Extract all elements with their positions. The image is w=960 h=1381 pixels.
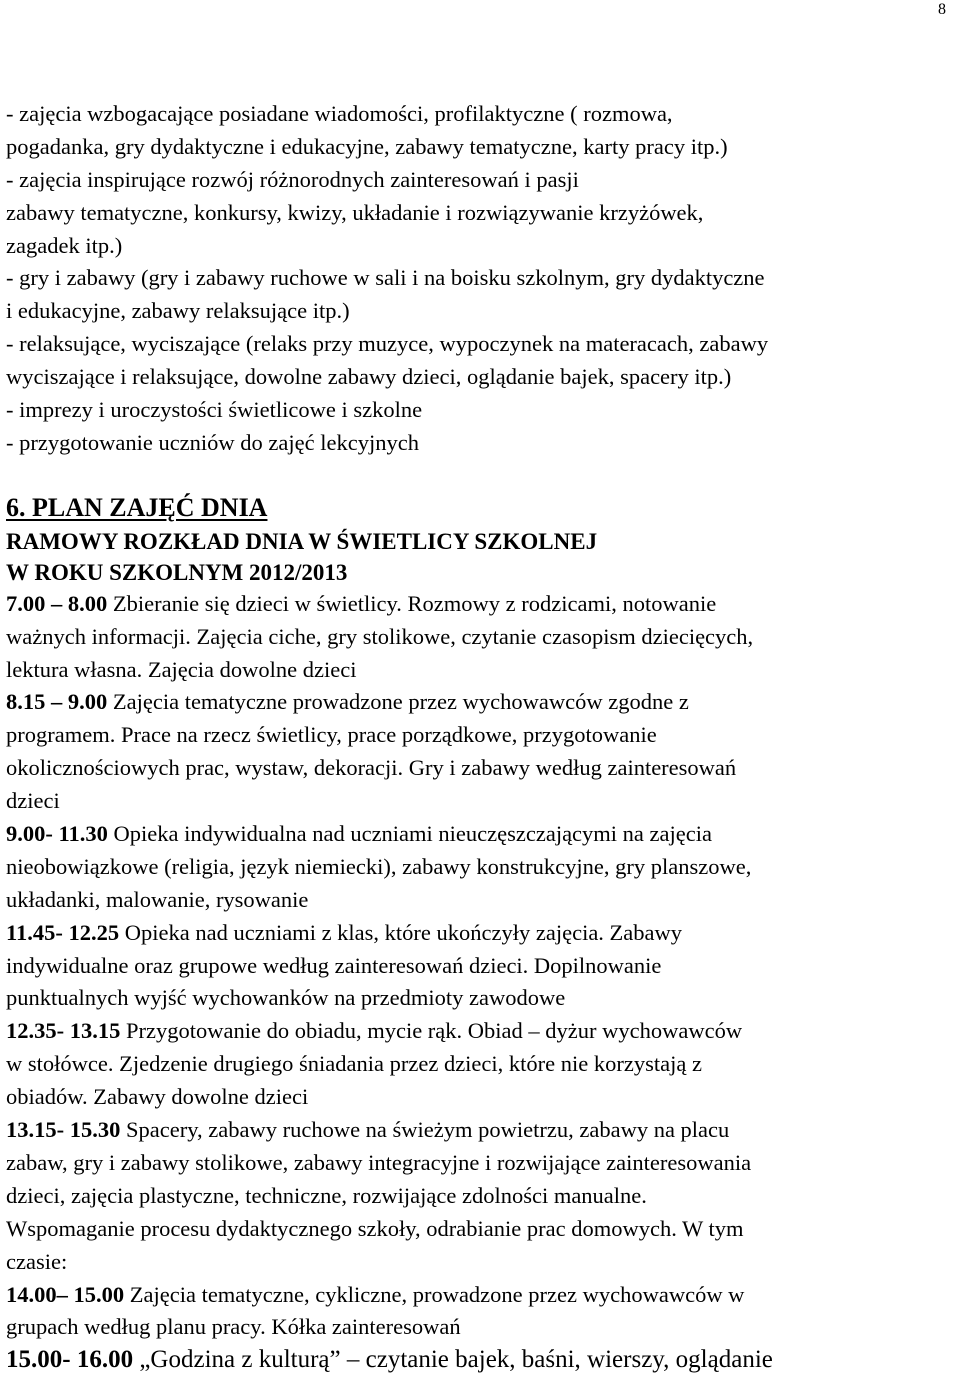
schedule-text: Spacery, zabawy ruchowe na świeżym powietrzu, zabawy na placu: [120, 1117, 730, 1143]
intro-line: - przygotowanie uczniów do zajęć lekcyjnych: [6, 429, 419, 455]
schedule: [6, 588, 954, 1377]
schedule-text: „Godzina z kulturą” – czytanie bajek, baśni, wierszy, oglądanie: [133, 1346, 773, 1374]
schedule-entry-first-line: [6, 686, 954, 719]
schedule-entry: [6, 1015, 954, 1114]
schedule-line: ważnych informacji. Zajęcia ciche, gry stolikowe, czytanie czasopism dziecięcych,: [6, 623, 754, 649]
schedule-line: programem. Prace na rzecz świetlicy, prace porządkowe, przygotowanie: [6, 722, 657, 748]
schedule-entry-first-line: [6, 818, 954, 851]
document-body: [6, 98, 954, 1377]
intro-line: wyciszające i relaksujące, dowolne zabawy dzieci, oglądanie bajek, spacery itp.): [6, 364, 732, 390]
schedule-entry: [6, 588, 954, 687]
schedule-entry-first-line: [6, 1114, 954, 1147]
section-number: 6.: [6, 492, 26, 522]
schedule-time: 9.00- 11.30: [6, 821, 108, 847]
section-heading: [6, 490, 954, 526]
schedule-entry: [6, 1344, 954, 1377]
schedule-entry: [6, 1279, 954, 1345]
schedule-time: 7.00 – 8.00: [6, 590, 108, 616]
schedule-entry: [6, 1114, 954, 1278]
schedule-text: Zajęcia tematyczne, cykliczne, prowadzone przez wychowawców w: [124, 1281, 745, 1307]
schedule-entry-first-line: [6, 588, 954, 621]
intro-line: zagadek itp.): [6, 232, 123, 258]
section-subtitle: W ROKU SZKOLNYM 2012/2013: [6, 559, 348, 585]
intro-line: - imprezy i uroczystości świetlicowe i szkolne: [6, 397, 423, 423]
schedule-line: indywidualne oraz grupowe według zainteresowań dzieci. Dopilnowanie: [6, 952, 662, 978]
intro-list: [6, 98, 954, 460]
intro-line: - relaksujące, wyciszające (relaks przy muzyce, wypoczynek na materacach, zabawy: [6, 331, 769, 357]
schedule-line: w stołówce. Zjedzenie drugiego śniadania przez dzieci, które nie korzystają z: [6, 1051, 702, 1077]
intro-line: zabawy tematyczne, konkursy, kwizy, układanie i rozwiązywanie krzyżówek,: [6, 199, 704, 225]
schedule-time: 13.15- 15.30: [6, 1117, 121, 1143]
schedule-line: nieobowiązkowe (religia, język niemiecki), zabawy konstrukcyjne, gry planszowe,: [6, 853, 752, 879]
schedule-line: punktualnych wyjść wychowanków na przedmioty zawodowe: [6, 985, 566, 1011]
schedule-line: czasie:: [6, 1248, 68, 1274]
section-title: PLAN ZAJĘĆ DNIA: [32, 492, 268, 522]
schedule-time: 15.00- 16.00: [6, 1346, 134, 1374]
schedule-time: 11.45- 12.25: [6, 919, 120, 945]
schedule-line: dzieci, zajęcia plastyczne, techniczne, rozwijające zdolności manualne.: [6, 1182, 647, 1208]
schedule-time: 8.15 – 9.00: [6, 689, 108, 715]
spacer: [6, 460, 954, 490]
intro-line: pogadanka, gry dydaktyczne i edukacyjne, zabawy tematyczne, karty pracy itp.): [6, 133, 728, 159]
schedule-entry-first-line: [6, 917, 954, 950]
schedule-line: Wspomaganie procesu dydaktycznego szkoły, odrabianie prac domowych. W tym: [6, 1215, 744, 1241]
schedule-text: Opieka indywidualna nad uczniami nieuczęszczającymi na zajęcia: [107, 821, 712, 847]
intro-line: - zajęcia inspirujące rozwój różnorodnych zainteresowań i pasji: [6, 166, 579, 192]
schedule-line: dzieci: [6, 788, 60, 814]
schedule-time: 12.35- 13.15: [6, 1018, 121, 1044]
schedule-line: obiadów. Zabawy dowolne dzieci: [6, 1084, 309, 1110]
schedule-text: Opieka nad uczniami z klas, które ukończyły zajęcia. Zabawy: [119, 919, 683, 945]
intro-line: i edukacyjne, zabawy relaksujące itp.): [6, 298, 350, 324]
schedule-line: układanki, malowanie, rysowanie: [6, 886, 309, 912]
intro-line: - gry i zabawy (gry i zabawy ruchowe w sali i na boisku szkolnym, gry dydaktyczne: [6, 265, 765, 291]
section-subtitle: RAMOWY ROZKŁAD DNIA W ŚWIETLICY SZKOLNEJ: [6, 528, 598, 554]
schedule-entry: [6, 818, 954, 917]
schedule-line: grupach według planu pracy. Kółka zainteresowań: [6, 1314, 461, 1340]
schedule-line: okolicznościowych prac, wystaw, dekoracji. Gry i zabawy według zainteresowań: [6, 755, 737, 781]
schedule-entry-first-line: [6, 1344, 954, 1377]
schedule-entry-first-line: [6, 1279, 954, 1312]
schedule-text: Przygotowanie do obiadu, mycie rąk. Obiad – dyżur wychowawców: [120, 1018, 743, 1044]
schedule-entry: [6, 686, 954, 818]
schedule-text: Zbieranie się dzieci w świetlicy. Rozmowy z rodzicami, notowanie: [107, 590, 717, 616]
schedule-entry-first-line: [6, 1015, 954, 1048]
page-number: 8: [938, 1, 946, 18]
schedule-text: Zajęcia tematyczne prowadzone przez wychowawców zgodne z: [107, 689, 689, 715]
schedule-time: 14.00– 15.00: [6, 1281, 125, 1307]
intro-line: - zajęcia wzbogacające posiadane wiadomości, profilaktyczne ( rozmowa,: [6, 101, 673, 126]
schedule-line: lektura własna. Zajęcia dowolne dzieci: [6, 656, 357, 682]
schedule-line: zabaw, gry i zabawy stolikowe, zabawy integracyjne i rozwijające zainteresowania: [6, 1149, 752, 1175]
schedule-entry: [6, 917, 954, 1016]
